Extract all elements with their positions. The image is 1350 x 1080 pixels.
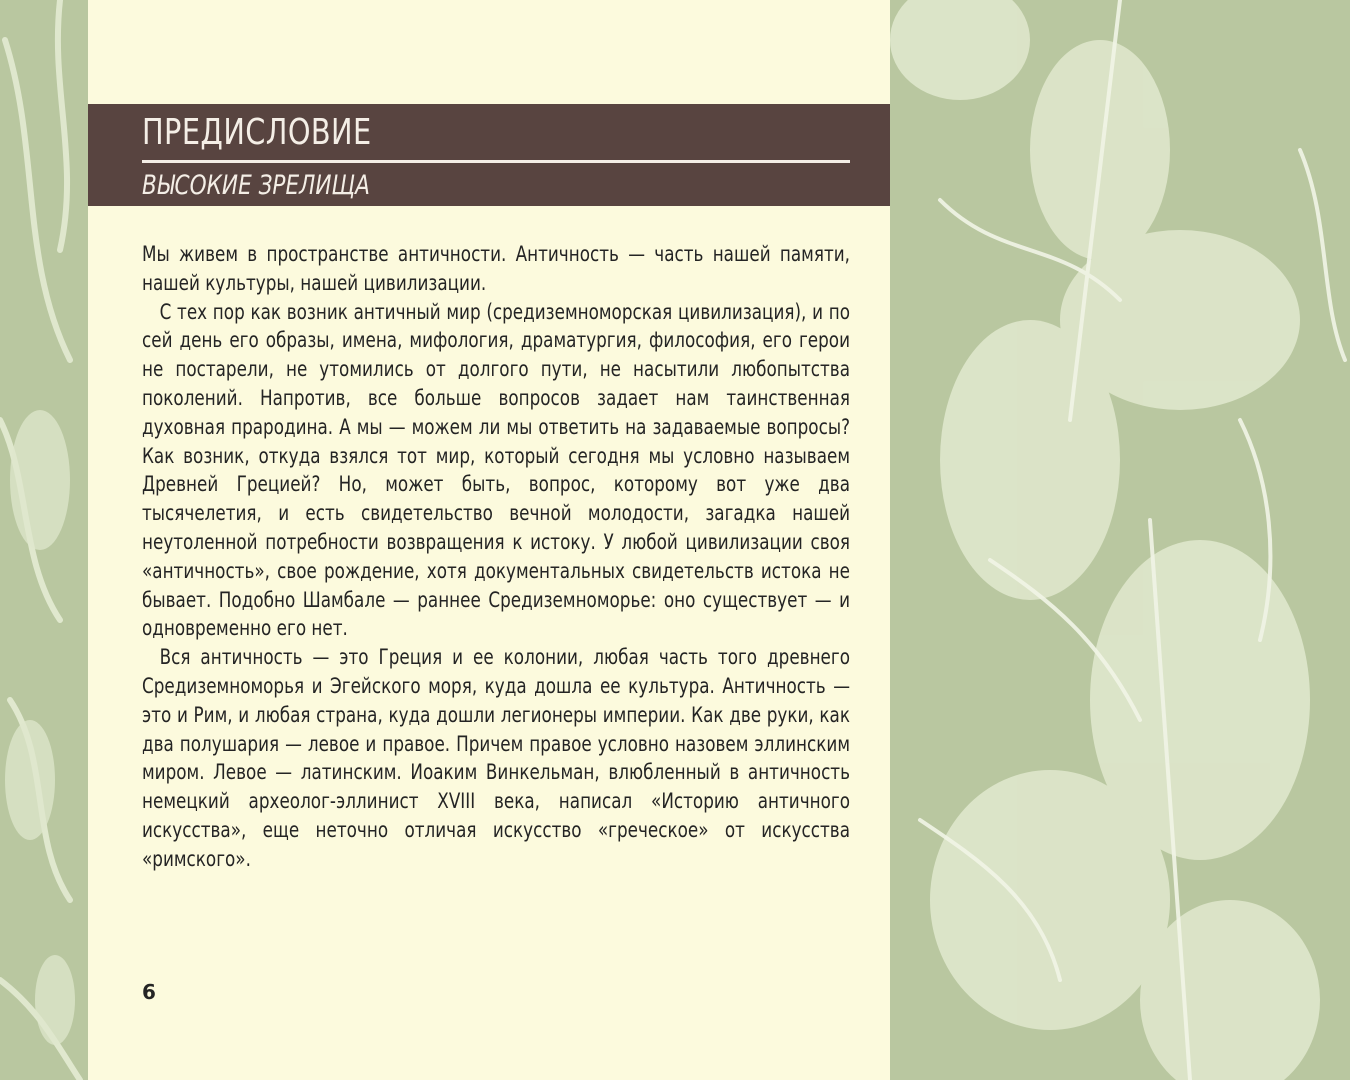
paragraph-1: Мы живем в пространстве античности. Античность — часть нашей памяти, нашей культуры, нашей цивилизации. [142, 242, 850, 295]
paragraph-3: Вся античность — это Греция и ее колонии, любая часть того древнего Средиземноморья и Эгейского моря, куда дошла ее культура. Античность — это и Рим, и любая страна, куда дошли легионеры империи. Как две руки, как два полушария — левое и правое. Причем правое условно назовем эллинским миром. Левое — латинским. Иоаким Винкельман, влюбленный в античность немецкий археолог-эллинист XVIII века, написал «Историю античного искусства», еще неточно отличая искусство «греческое» от искусства «римского». [142, 645, 851, 871]
page-number: 6 [142, 980, 156, 1004]
paragraph-2: С тех пор как возник античный мир (средиземноморская цивилизация), и по сей день его образы, имена, мифология, драматургия, философия, его герои не постарели, не утомились от долгого пути, не насытили любопытства поколений. Напротив, все больше вопросов задает нам таинственная духовная прародина. А мы — можем ли мы ответить на задаваемые вопросы? Как возник, откуда взялся тот мир, который сегодня мы условно называем Древней Грецией? Но, может быть, вопрос, которому вот уже два тысячелетия, и есть свидетельство вечной молодости, загадка нашей неутоленной потребности возвращения к истоку. У любой цивилизации своя «античность», свое рождение, хотя документальных свидетельств истока не бывает. Подобно Шамбале — раннее Средиземноморье: оно существует — и одновременно его нет. [142, 299, 851, 641]
header-divider [142, 160, 850, 163]
chapter-title: ПРЕДИСЛОВИЕ [142, 112, 372, 153]
body-text [142, 240, 850, 874]
chapter-subtitle: ВЫСОКИЕ ЗРЕЛИЩА [142, 170, 370, 201]
